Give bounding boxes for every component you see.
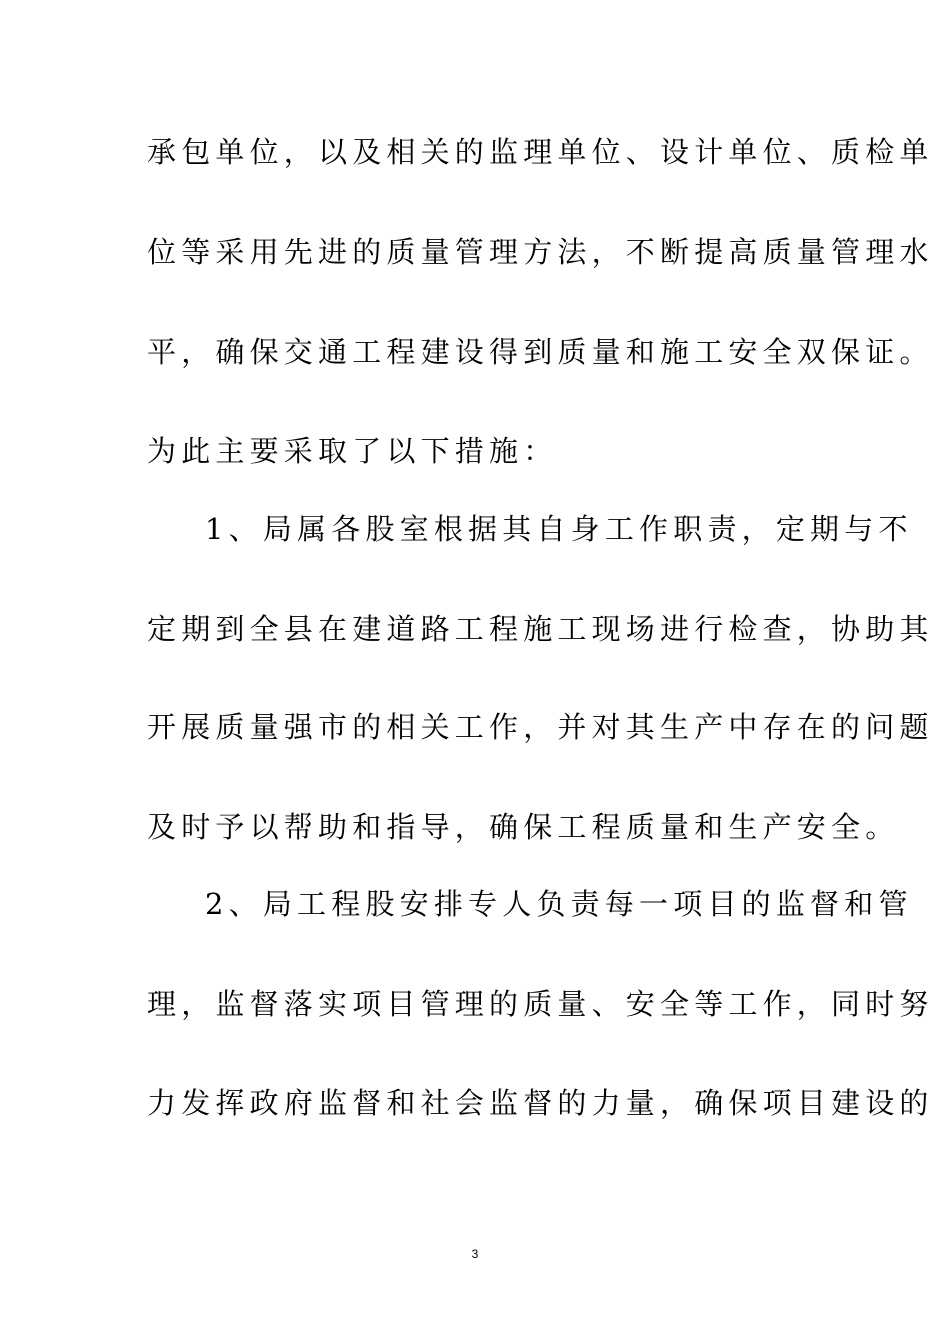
paragraph-line: 2、局工程股安排专人负责每一项目的监督和管 (205, 887, 913, 921)
paragraph-line: 为此主要采取了以下措施： (147, 434, 558, 468)
paragraph-line: 位等采用先进的质量管理方法，不断提高质量管理水 (147, 235, 934, 269)
paragraph-line: 及时予以帮助和指导，确保工程质量和生产安全。 (147, 810, 900, 844)
paragraph-line: 开展质量强市的相关工作，并对其生产中存在的问题 (147, 710, 934, 744)
paragraph-line: 平，确保交通工程建设得到质量和施工安全双保证。 (147, 335, 934, 369)
page-number: 3 (471, 1247, 479, 1261)
paragraph-line: 定期到全县在建道路工程施工现场进行检查，协助其 (147, 612, 934, 646)
paragraph-line: 力发挥政府监督和社会监督的力量，确保项目建设的 (147, 1086, 934, 1120)
paragraph-line: 承包单位，以及相关的监理单位、设计单位、质检单 (147, 135, 934, 169)
paragraph-line: 理，监督落实项目管理的质量、安全等工作，同时努 (147, 987, 934, 1021)
paragraph-line: 1、局属各股室根据其自身工作职责，定期与不 (205, 512, 913, 546)
